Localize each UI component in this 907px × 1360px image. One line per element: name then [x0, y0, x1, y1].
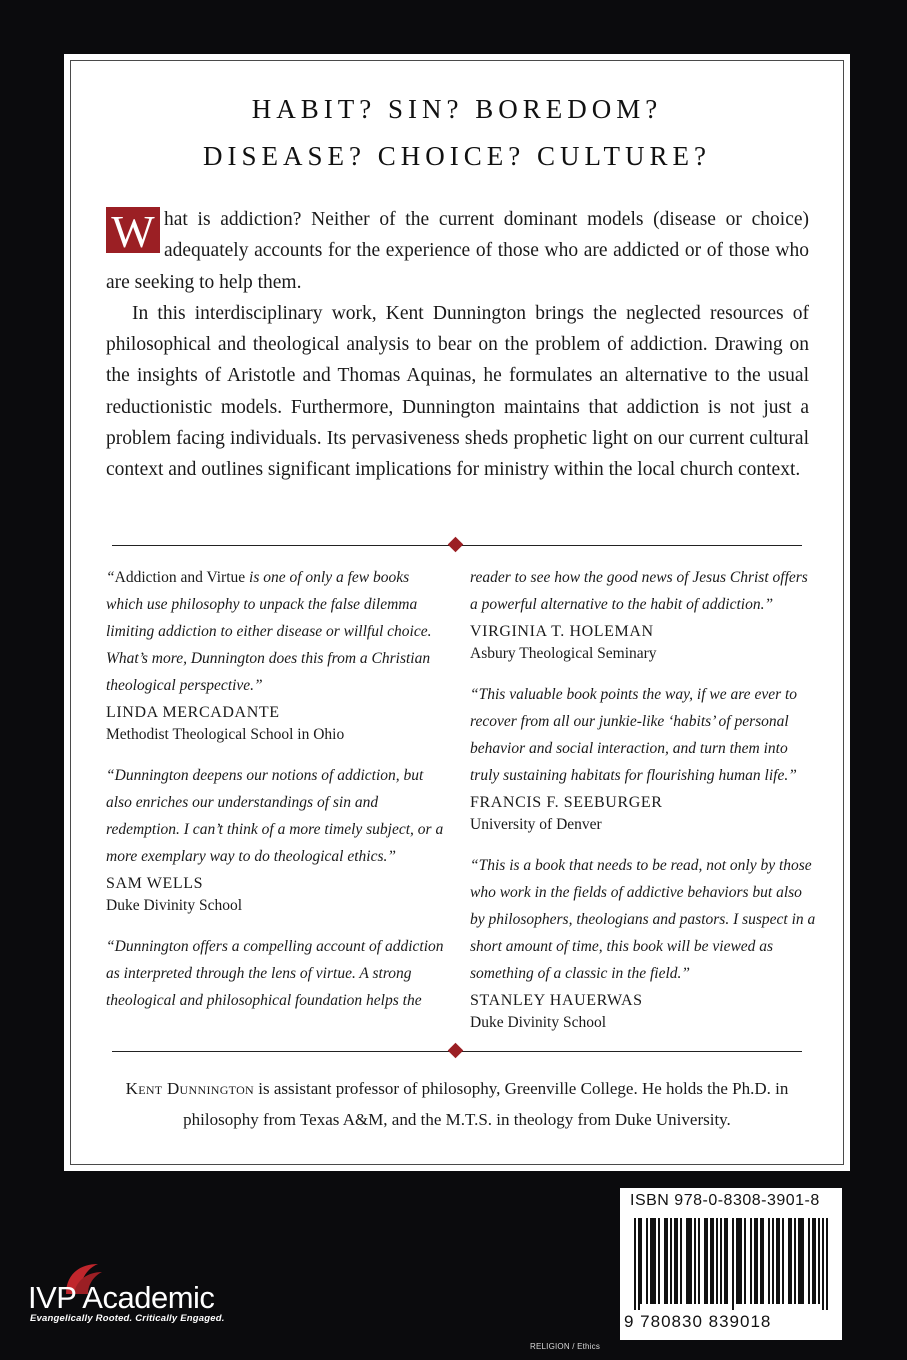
barcode-bar	[694, 1218, 696, 1304]
isbn-label: ISBN 978-0-8308-3901-8	[630, 1192, 820, 1209]
paragraph-1-text: hat is addiction? Neither of the current dominant models (disease or choice) adequately accounts for the experience of those who are addicted or of those who are seeking to help them.	[106, 209, 809, 293]
publisher-tagline: Evangelically Rooted. Critically Engaged.	[30, 1313, 225, 1324]
diamond-ornament-icon	[448, 537, 464, 553]
endorser-affiliation: Asbury Theological Seminary	[470, 645, 657, 662]
endorser-affiliation: Methodist Theological School in Ohio	[106, 726, 345, 743]
endorsement-quote	[106, 564, 446, 699]
back-cover-panel	[64, 54, 850, 1171]
barcode-bar	[750, 1218, 752, 1304]
barcode-bar	[732, 1218, 734, 1310]
barcode-bar	[674, 1218, 676, 1304]
barcode-bar	[808, 1218, 810, 1304]
barcode-bar	[772, 1218, 774, 1304]
barcode-bar	[690, 1218, 692, 1304]
description-paragraph-2: In this interdisciplinary work, Kent Dunnington brings the neglected resources of philosophical and theological analysis to bear on the problem of addiction. Drawing on the insights of Aristotle and Thomas Aquinas, he formulates an alternative to the usual reductionistic models. Furthermore, Dunnington maintains that addiction is not just a problem facing individuals. Its pervasiveness sheds prophetic light on our current cultural context and outlines significant implications for ministry within the local church context.	[106, 302, 809, 481]
barcode-bar	[740, 1218, 742, 1304]
barcode-bar	[704, 1218, 706, 1304]
endorsement	[470, 564, 816, 664]
barcode-bar	[634, 1218, 636, 1310]
barcode-bar	[790, 1218, 792, 1304]
barcode-bar	[638, 1218, 640, 1310]
barcode-digits: 9 780830 839018	[624, 1312, 772, 1331]
barcode-bar	[688, 1218, 690, 1304]
barcode-bar	[664, 1218, 666, 1304]
endorsement-quote: reader to see how the good news of Jesus Christ offers a powerful alternative to the habit of addiction.”	[470, 569, 808, 613]
barcode-bar	[666, 1218, 668, 1304]
barcode-bar	[658, 1218, 660, 1304]
barcode-bar	[710, 1218, 712, 1304]
endorser-name: STANLEY HAUERWAS	[470, 992, 643, 1009]
barcode-bar	[782, 1218, 784, 1304]
barcode-bar	[798, 1218, 800, 1304]
barcode-bar	[686, 1218, 688, 1304]
barcode-bar	[756, 1218, 758, 1304]
barcode-bar	[736, 1218, 738, 1304]
barcode-bar	[812, 1218, 814, 1304]
category-label: RELIGION / Ethics	[530, 1342, 601, 1351]
quote-text: is one of only a few books which use philosophy to unpack the false dilemma limiting addiction to either disease or willful choice. What’s more, Dunnington does this from a Christian theological perspective.”	[106, 569, 432, 694]
barcode-bar	[744, 1218, 746, 1304]
barcode-bar	[778, 1218, 780, 1304]
ornament-divider-top	[112, 538, 802, 552]
endorsement	[106, 933, 446, 1014]
barcode-bar	[646, 1218, 648, 1304]
headline-line-2: DISEASE? CHOICE? CULTURE?	[203, 141, 711, 171]
endorser-name: SAM WELLS	[106, 875, 204, 892]
endorsements-left-column	[106, 564, 446, 1014]
barcode-bar	[826, 1218, 828, 1310]
barcode-bar	[670, 1218, 672, 1304]
quote-open-mark: “	[106, 569, 115, 586]
endorsements-right-column	[470, 564, 816, 1033]
barcode-bar	[762, 1218, 764, 1304]
endorsement	[470, 852, 816, 1033]
barcode-bar	[776, 1218, 778, 1304]
barcode-bar	[724, 1218, 726, 1304]
endorser-affiliation: Duke Divinity School	[106, 897, 243, 914]
barcode-bar	[652, 1218, 654, 1304]
endorsement-quote: “Dunnington deepens our notions of addiction, but also enriches our understandings of sin and redemption. I can’t think of a more timely subject, or a more exemplary way to do theological ethics.”	[106, 767, 444, 865]
endorsement-quote: “This is a book that needs to be read, not only by those who work in the fields of addictive behaviors but also by philosophers, theologians and pastors. I suspect in a short amount of time, this book will be viewed as something of a classic in the field.”	[470, 857, 816, 982]
barcode-bar	[738, 1218, 740, 1304]
barcode-bar	[788, 1218, 790, 1304]
publisher-name: IVP Academic	[28, 1280, 215, 1315]
bio-text: is assistant professor of philosophy, Greenville College. He holds the Ph.D. in philosophy from Texas A&M, and the M.T.S. in theology from Duke University.	[183, 1079, 789, 1129]
barcode-bar	[794, 1218, 796, 1304]
barcode-bar	[720, 1218, 722, 1304]
endorser-affiliation: Duke Divinity School	[470, 1014, 607, 1031]
barcode-bar	[716, 1218, 718, 1304]
headline-line-1: HABIT? SIN? BOREDOM?	[251, 94, 663, 124]
barcode-bar	[802, 1218, 804, 1304]
barcode-bar	[822, 1218, 824, 1310]
barcode-bar	[676, 1218, 678, 1304]
endorser-name: FRANCIS F. SEEBURGER	[470, 794, 663, 811]
barcode-bar	[706, 1218, 708, 1304]
endorsement	[106, 564, 446, 745]
endorsement-quote: “This valuable book points the way, if we are ever to recover from all our junkie-like ‘habits’ of personal behavior and social interaction, and turn them into truly sustaining habitats for flourishing human life.”	[470, 686, 798, 784]
barcode-bar	[698, 1218, 700, 1304]
barcode-bar	[818, 1218, 820, 1304]
endorser-name: LINDA MERCADANTE	[106, 704, 280, 721]
barcode-bar	[726, 1218, 728, 1304]
barcode-bars-icon	[634, 1218, 830, 1310]
barcode-bar	[650, 1218, 652, 1304]
barcode-bar	[800, 1218, 802, 1304]
ornament-divider-bottom	[112, 1044, 802, 1058]
drop-cap: W	[106, 207, 160, 253]
barcode-bar	[760, 1218, 762, 1304]
barcode-bar	[654, 1218, 656, 1304]
barcode-bar	[640, 1218, 642, 1304]
barcode-bar	[814, 1218, 816, 1304]
endorser-affiliation: University of Denver	[470, 816, 602, 833]
endorsement-quote: “Dunnington offers a compelling account of addiction as interpreted through the lens of virtue. A strong theological and philosophical foundation helps the	[106, 938, 444, 1009]
endorser-name: VIRGINIA T. HOLEMAN	[470, 623, 654, 640]
barcode-bar	[712, 1218, 714, 1304]
description-paragraph-1	[106, 204, 809, 298]
barcode-bar	[754, 1218, 756, 1304]
isbn-barcode	[620, 1188, 842, 1340]
endorsement	[470, 681, 816, 835]
book-title: Addiction and Virtue	[114, 569, 246, 586]
book-description	[106, 204, 809, 486]
diamond-ornament-icon	[448, 1043, 464, 1059]
endorsement	[106, 762, 446, 916]
barcode-bar	[768, 1218, 770, 1304]
author-bio	[104, 1073, 810, 1135]
author-name: Kent Dunnington	[125, 1079, 255, 1098]
barcode-bar	[680, 1218, 682, 1304]
